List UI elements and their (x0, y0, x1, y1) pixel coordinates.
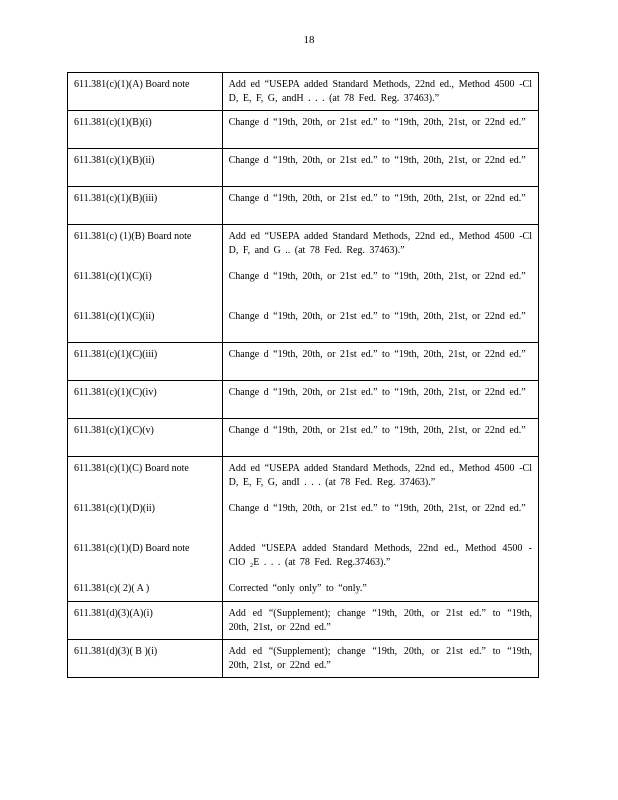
section-cell (68, 602, 223, 640)
section-reference: 611.381(c)(1)(C)(v) (74, 425, 154, 436)
change-description: Change d “19th, 20th, or 21st ed.” to “19th, 20th, 21st, or 22nd ed.” (228, 271, 526, 282)
change-description: Change d “19th, 20th, or 21st ed.” to “19th, 20th, 21st, or 22nd ed.” (228, 155, 526, 166)
table-row (68, 225, 539, 343)
section-cell (68, 419, 223, 457)
section-reference: 611.381(c)(1)(C)(iv) (74, 387, 157, 398)
change-description: Add ed “USEPA added Standard Methods, 22nd ed., Method 4500 -Cl D, E, F, G, andH . . . (at 78 Fed. Reg. 37463).” (228, 79, 532, 104)
table-row (68, 640, 539, 678)
table-row (68, 149, 539, 187)
table-row (68, 111, 539, 149)
section-reference: 611.381(c) (1)(B) Board note (74, 231, 192, 242)
section-reference: 611.381(c)(1)(C)(i) (74, 271, 152, 282)
change-description: Corrected “only only” to “only.” (228, 583, 367, 594)
change-cell (222, 149, 538, 187)
table-row (68, 602, 539, 640)
change-cell (222, 381, 538, 419)
table-row (68, 457, 539, 602)
section-reference: 611.381(c)(1)(A) Board note (74, 79, 190, 90)
section-reference: 611.381(c)(1)(B)(i) (74, 117, 152, 128)
table-row (68, 419, 539, 457)
change-cell (222, 225, 538, 343)
section-cell (68, 343, 223, 381)
change-description: Added “USEPA added Standard Methods, 22nd ed., Method 4500 -ClO ₂E . . . (at 78 Fed. Reg.37463).” (228, 543, 532, 568)
section-cell (68, 381, 223, 419)
section-cell (68, 457, 223, 602)
change-cell (222, 111, 538, 149)
change-description: Change d “19th, 20th, or 21st ed.” to “19th, 20th, 21st, or 22nd ed.” (228, 311, 526, 322)
table-row (68, 381, 539, 419)
table-row (68, 73, 539, 111)
change-description: Change d “19th, 20th, or 21st ed.” to “19th, 20th, 21st, or 22nd ed.” (228, 117, 526, 128)
change-cell (222, 187, 538, 225)
section-cell (68, 73, 223, 111)
section-cell (68, 149, 223, 187)
section-cell (68, 111, 223, 149)
change-cell (222, 343, 538, 381)
change-description: Add ed “(Supplement); change “19th, 20th, or 21st ed.” to “19th, 20th, 21st, or 22nd ed.” (228, 646, 532, 671)
section-reference: 611.381(c)(1)(D)(ii) (74, 503, 155, 514)
change-description: Change d “19th, 20th, or 21st ed.” to “19th, 20th, 21st, or 22nd ed.” (228, 425, 526, 436)
change-description: Change d “19th, 20th, or 21st ed.” to “19th, 20th, 21st, or 22nd ed.” (228, 387, 526, 398)
section-reference: 611.381(c)(1)(C)(ii) (74, 311, 155, 322)
amendments-table (67, 72, 539, 678)
change-description: Change d “19th, 20th, or 21st ed.” to “19th, 20th, 21st, or 22nd ed.” (228, 503, 526, 514)
section-reference: 611.381(c)(1)(C)(iii) (74, 349, 158, 360)
change-cell (222, 640, 538, 678)
amendments-table-body (68, 73, 539, 678)
table-row (68, 343, 539, 381)
section-reference: 611.381(c)(1)(B)(iii) (74, 193, 158, 204)
change-description: Change d “19th, 20th, or 21st ed.” to “19th, 20th, 21st, or 22nd ed.” (228, 193, 526, 204)
section-reference: 611.381(c)( 2)( A ) (74, 583, 150, 594)
section-cell (68, 187, 223, 225)
section-cell (68, 640, 223, 678)
change-description: Add ed “(Supplement); change “19th, 20th, or 21st ed.” to “19th, 20th, 21st, or 22nd ed.” (228, 608, 532, 633)
change-cell (222, 73, 538, 111)
table-row (68, 187, 539, 225)
section-reference: 611.381(c)(1)(C) Board note (74, 463, 189, 474)
section-reference: 611.381(d)(3)(A)(i) (74, 608, 153, 619)
section-reference: 611.381(c)(1)(D) Board note (74, 543, 190, 554)
change-cell (222, 457, 538, 602)
change-description: Add ed “USEPA added Standard Methods, 22nd ed., Method 4500 -Cl D, E, F, G, andI . . . (at 78 Fed. Reg. 37463).” (228, 463, 532, 488)
change-description: Change d “19th, 20th, or 21st ed.” to “19th, 20th, 21st, or 22nd ed.” (228, 349, 526, 360)
page-number: 18 (303, 34, 315, 46)
change-cell (222, 419, 538, 457)
section-reference: 611.381(d)(3)( B )(i) (74, 646, 158, 657)
change-description: Add ed “USEPA added Standard Methods, 22nd ed., Method 4500 -Cl D, F, and G .. (at 78 Fed. Reg. 37463).” (228, 231, 532, 256)
change-cell (222, 602, 538, 640)
section-cell (68, 225, 223, 343)
section-reference: 611.381(c)(1)(B)(ii) (74, 155, 155, 166)
